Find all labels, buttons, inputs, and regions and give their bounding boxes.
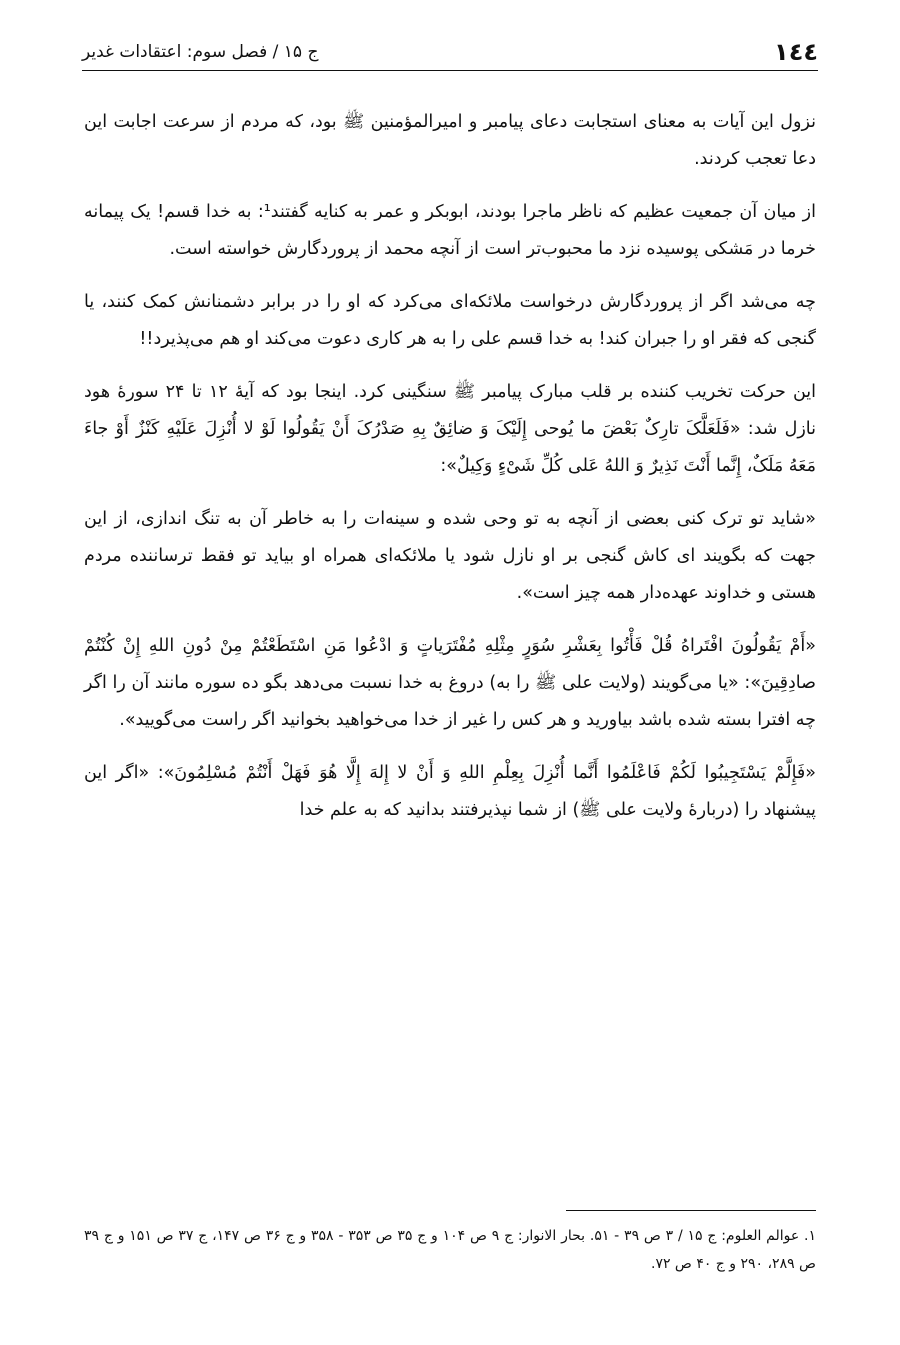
footnotes (84, 1222, 816, 1278)
paragraph-5: «شاید تو ترک کنی بعضی از آنچه به تو وحی شده و سینه‌ات را به خاطر آن به تنگ اندازی، از این جهت که بگویند ای کاش گنجی بر او نازل شود یا ملائکه‌ای همراه او بیاید تو فقط ترساننده مردم هستی و خداوند عهده‌دار همه چیز است». (84, 509, 816, 603)
paragraph-3: چه می‌شد اگر از پروردگارش درخواست ملائکه‌ای می‌کرد که او را در برابر دشمنانش کمک کنند، یا گنجی که فقر او را جبران کند! به خدا قسم علی را به هر کاری دعوت می‌کند او هم می‌پذیرد!! (84, 292, 816, 349)
body-text (84, 104, 816, 845)
paragraph-4: این حرکت تخریب کننده بر قلب مبارک پیامبر ﷺ سنگینی کرد. اینجا بود که آیهٔ ۱۲ تا ۲۴ سورهٔ هود نازل شد: «فَلَعَلَّکَ تارِکٌ بَعْضَ ما یُوحی إِلَیْکَ وَ ضائِقٌ بِهِ صَدْرُکَ أَنْ یَقُولُوا لَوْ لا أُنْزِلَ عَلَیْهِ کَنْزٌ أَوْ جاءَ مَعَهُ مَلَکٌ، إِنَّما أَنْتَ نَذِیرٌ وَ اللهُ عَلی کُلِّ شَیْءٍ وَکِیلٌ»: (84, 382, 817, 476)
paragraph-2: از میان آن جمعیت عظیم که ناظر ماجرا بودند، ابوبکر و عمر به کنایه گفتند¹: به خدا قسم! یک پیمانه خرما در مَشکی پوسیده نزد ما محبوب‌تر است از آنچه محمد از پروردگارش خواسته است. (84, 202, 816, 259)
paragraph-6: «أَمْ یَقُولُونَ افْتَراهُ قُلْ فَأْتُوا بِعَشْرِ سُوَرٍ مِثْلِهِ مُفْتَرَیاتٍ وَ ادْعُوا مَنِ اسْتَطَعْتُمْ مِنْ دُونِ اللهِ إِنْ کُنْتُمْ صادِقِینَ»: «یا می‌گویند (ولایت علی ﷺ را به) دروغ به خدا نسبت می‌دهد بگو ده سوره مانند آن را اگر چه افترا بسته شده باشد بیاورید و هر کس را غیر از خدا می‌خواهید بخوانید اگر راست می‌گویید». (84, 636, 816, 730)
footnote-divider (566, 1210, 816, 1211)
page-header (82, 34, 818, 71)
paragraph-7: «فَإِلَّمْ یَسْتَجِیبُوا لَکُمْ فَاعْلَمُوا أَنَّما أُنْزِلَ بِعِلْمِ اللهِ وَ أَنْ لا إِلهَ إِلَّا هُوَ فَهَلْ أَنْتُمْ مُسْلِمُونَ»: «اگر این پیشنهاد را (دربارهٔ ولایت علی ﷺ) از شما نپذیرفتند بدانید که به علم خدا (84, 763, 816, 820)
running-head: ج ۱۵ / فصل سوم: اعتقادات غدیر (82, 42, 319, 62)
paragraph-1: نزول این آیات به معنای استجابت دعای پیامبر و امیرالمؤمنین ﷺ بود، که مردم از سرعت اجابت این دعا تعجب کردند. (84, 112, 816, 169)
footnote-1: ۱. عوالم العلوم: ج ۱۵ / ۳ ص ۳۹ - ۵۱. بحار الانوار: ج ۹ ص ۱۰۴ و ج ۳۵ ص ۳۵۳ - ۳۵۸ و ج ۳۶ ص ۱۴۷، ج ۳۷ ص ۱۵۱ و ج ۳۹ ص ۲۸۹، ۲۹۰ و ج ۴۰ ص ۷۲. (84, 1228, 817, 1272)
page-number: ١٤٤ (774, 38, 818, 66)
